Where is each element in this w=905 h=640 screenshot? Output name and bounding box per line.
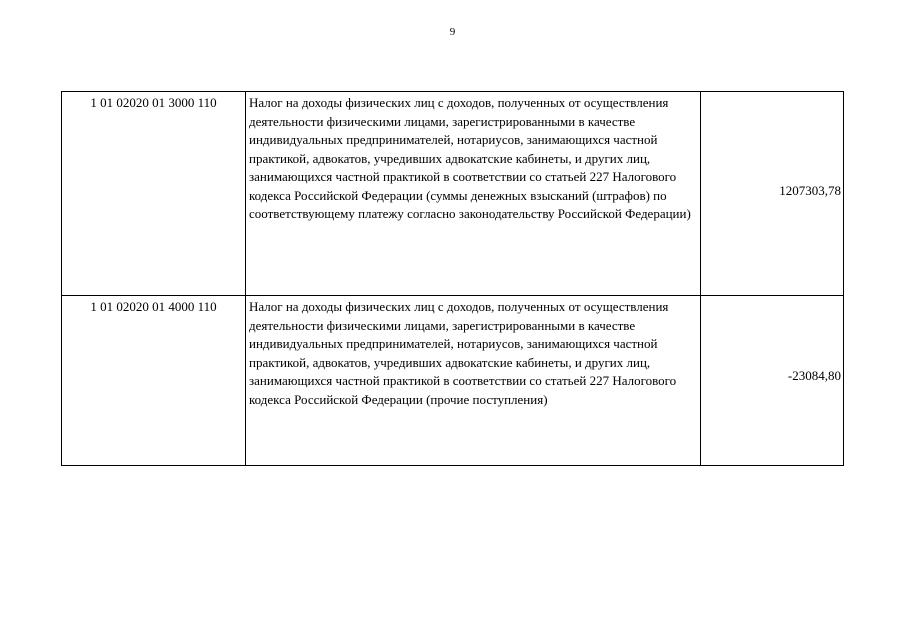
revenue-amount: 1207303,78	[701, 92, 844, 296]
revenue-description: Налог на доходы физических лиц с доходов, полученных от осуществления деятельности физическими лицами, зарегистрированными в качестве индивидуальных предпринимателей, нотариусов, занимающихся частной практикой, адвокатов, учредивших адвокатские кабинеты, и других лиц, занимающихся частной практикой в соответствии со статьей 227 Налогового кодекса Российской Федерации (суммы денежных взысканий (штрафов) по соответствующему платежу согласно законодательству Российской Федерации)	[246, 92, 701, 296]
budget-classification-code: 1 01 02020 01 4000 110	[62, 296, 246, 466]
budget-classification-code: 1 01 02020 01 3000 110	[62, 92, 246, 296]
table-row	[62, 92, 844, 296]
budget-revenue-table	[61, 91, 844, 466]
page-number: 9	[449, 26, 456, 38]
revenue-amount: -23084,80	[701, 296, 844, 466]
revenue-description: Налог на доходы физических лиц с доходов, полученных от осуществления деятельности физическими лицами, зарегистрированными в качестве индивидуальных предпринимателей, нотариусов, занимающихся частной практикой, адвокатов, учредивших адвокатские кабинеты, и других лиц, занимающихся частной практикой в соответствии со статьей 227 Налогового кодекса Российской Федерации (прочие поступления)	[246, 296, 701, 466]
table-row	[62, 296, 844, 466]
